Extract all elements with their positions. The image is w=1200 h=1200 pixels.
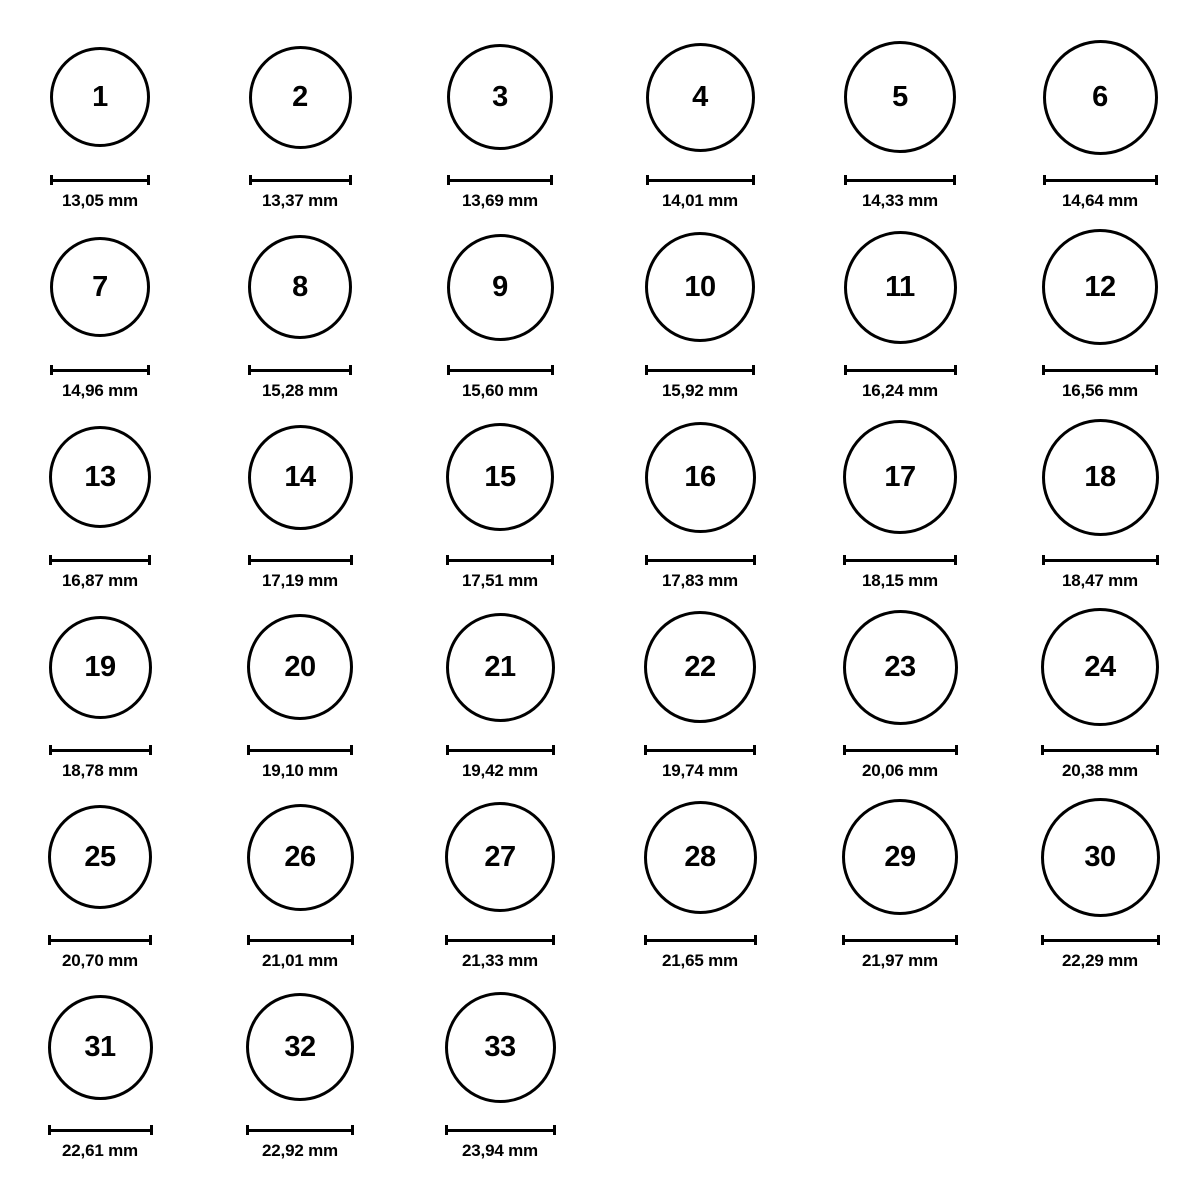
measure-line	[646, 175, 755, 185]
ring-circle-wrap	[445, 972, 556, 1122]
measure-line	[446, 555, 554, 565]
diameter-label: 18,78 mm	[62, 761, 138, 780]
diameter-measure-bar	[447, 364, 554, 376]
ring-size-number: 25	[84, 840, 116, 873]
ring-size-cell[interactable]	[605, 592, 795, 782]
diameter-measure-bar	[1042, 364, 1158, 376]
diameter-label: 17,19 mm	[262, 571, 338, 590]
ring-circle-wrap	[49, 402, 151, 552]
diameter-label: 15,60 mm	[462, 381, 538, 400]
ring-size-number: 11	[885, 270, 915, 303]
diameter-label: 21,33 mm	[462, 951, 538, 970]
ring-size-cell[interactable]	[5, 972, 195, 1162]
measure-line	[246, 1125, 354, 1135]
ring-size-cell[interactable]	[1005, 22, 1195, 212]
ring-size-number: 32	[284, 1030, 316, 1063]
ring-circle-wrap	[645, 212, 755, 362]
ring-circle-wrap	[1043, 22, 1158, 172]
ring-size-cell[interactable]	[5, 212, 195, 402]
ring-circle-wrap	[50, 22, 150, 172]
ring-size-cell[interactable]	[205, 972, 395, 1162]
ring-circle[interactable]	[644, 611, 756, 723]
ring-size-number: 1	[92, 80, 108, 113]
ring-size-number: 4	[692, 80, 708, 113]
ring-circle[interactable]	[843, 610, 958, 725]
diameter-measure-bar	[645, 364, 755, 376]
ring-circle[interactable]	[844, 41, 956, 153]
ring-size-cell[interactable]	[5, 402, 195, 592]
measure-line	[50, 175, 150, 185]
measure-line	[49, 745, 152, 755]
ring-circle-wrap	[843, 592, 958, 742]
measure-line	[844, 175, 956, 185]
ring-size-number: 2	[292, 80, 308, 113]
diameter-label: 23,94 mm	[462, 1141, 538, 1160]
diameter-measure-bar	[445, 1124, 556, 1136]
diameter-measure-bar	[50, 364, 150, 376]
measure-line	[248, 555, 353, 565]
ring-size-cell[interactable]	[205, 782, 395, 972]
measure-line	[1041, 935, 1160, 945]
measure-line	[445, 935, 555, 945]
diameter-measure-bar	[1041, 934, 1160, 946]
ring-circle[interactable]	[1041, 798, 1160, 917]
measure-line	[644, 745, 756, 755]
ring-circle[interactable]	[447, 44, 553, 150]
measure-line	[446, 745, 555, 755]
diameter-measure-bar	[247, 744, 353, 756]
diameter-label: 13,69 mm	[462, 191, 538, 210]
ring-size-number: 19	[84, 650, 116, 683]
ring-circle-wrap	[447, 212, 554, 362]
measure-line	[1043, 175, 1158, 185]
ring-circle[interactable]	[1043, 40, 1158, 155]
ring-size-cell[interactable]	[1005, 402, 1195, 592]
ring-size-number: 30	[1084, 840, 1116, 873]
measure-line	[842, 935, 958, 945]
measure-line	[247, 745, 353, 755]
diameter-measure-bar	[48, 1124, 153, 1136]
diameter-label: 16,24 mm	[862, 381, 938, 400]
ring-circle[interactable]	[247, 804, 354, 911]
measure-line	[447, 365, 554, 375]
ring-size-number: 5	[892, 80, 908, 113]
ring-circle[interactable]	[445, 992, 556, 1103]
ring-size-number: 23	[884, 650, 916, 683]
diameter-measure-bar	[248, 554, 353, 566]
ring-size-number: 6	[1092, 80, 1108, 113]
diameter-measure-bar	[843, 744, 958, 756]
ring-size-number: 24	[1084, 650, 1116, 683]
diameter-label: 20,06 mm	[862, 761, 938, 780]
ring-circle-wrap	[1042, 212, 1158, 362]
ring-circle[interactable]	[644, 801, 757, 914]
diameter-measure-bar	[843, 554, 957, 566]
ring-size-grid	[0, 22, 1200, 1162]
measure-line	[1041, 745, 1159, 755]
diameter-label: 20,70 mm	[62, 951, 138, 970]
ring-size-number: 20	[284, 650, 316, 683]
diameter-measure-bar	[1041, 744, 1159, 756]
ring-circle-wrap	[49, 592, 152, 742]
diameter-measure-bar	[1043, 174, 1158, 186]
measure-line	[249, 175, 352, 185]
measure-line	[447, 175, 553, 185]
diameter-measure-bar	[446, 554, 554, 566]
ring-size-number: 14	[284, 460, 316, 493]
ring-circle[interactable]	[247, 614, 353, 720]
diameter-label: 13,37 mm	[262, 191, 338, 210]
ring-size-cell[interactable]	[5, 22, 195, 212]
ring-size-number: 29	[884, 840, 916, 873]
measure-line	[645, 365, 755, 375]
ring-circle-wrap	[842, 782, 958, 932]
diameter-measure-bar	[48, 934, 152, 946]
diameter-measure-bar	[1042, 554, 1159, 566]
ring-size-cell[interactable]	[205, 592, 395, 782]
ring-circle[interactable]	[1042, 419, 1159, 536]
ring-size-cell[interactable]	[805, 782, 995, 972]
measure-line	[843, 555, 957, 565]
ring-size-cell[interactable]	[605, 22, 795, 212]
ring-size-cell[interactable]	[405, 592, 595, 782]
ring-size-cell[interactable]	[5, 782, 195, 972]
ring-circle-wrap	[645, 402, 756, 552]
ring-circle[interactable]	[248, 425, 353, 530]
ring-circle[interactable]	[445, 802, 555, 912]
ring-circle-wrap	[248, 402, 353, 552]
diameter-label: 17,51 mm	[462, 571, 538, 590]
diameter-label: 21,97 mm	[862, 951, 938, 970]
diameter-label: 22,29 mm	[1062, 951, 1138, 970]
measure-line	[50, 365, 150, 375]
diameter-label: 17,83 mm	[662, 571, 738, 590]
ring-size-number: 16	[684, 460, 716, 493]
diameter-label: 19,42 mm	[462, 761, 538, 780]
measure-line	[48, 935, 152, 945]
diameter-label: 15,28 mm	[262, 381, 338, 400]
diameter-label: 14,96 mm	[62, 381, 138, 400]
ring-circle[interactable]	[50, 47, 150, 147]
ring-size-cell[interactable]	[1005, 212, 1195, 402]
ring-circle[interactable]	[447, 234, 554, 341]
ring-size-number: 22	[684, 650, 716, 683]
ring-size-number: 27	[484, 840, 516, 873]
diameter-measure-bar	[247, 934, 354, 946]
ring-size-number: 12	[1084, 270, 1116, 303]
ring-circle[interactable]	[246, 993, 354, 1101]
measure-line	[1042, 365, 1158, 375]
ring-circle[interactable]	[50, 237, 150, 337]
ring-size-cell[interactable]	[805, 212, 995, 402]
diameter-measure-bar	[646, 174, 755, 186]
ring-size-number: 13	[84, 460, 116, 493]
ring-circle-wrap	[248, 212, 352, 362]
ring-size-cell[interactable]	[405, 782, 595, 972]
ring-size-number: 15	[484, 460, 516, 493]
ring-circle-wrap	[247, 592, 353, 742]
ring-circle[interactable]	[844, 231, 957, 344]
diameter-label: 19,10 mm	[262, 761, 338, 780]
ring-size-cell[interactable]	[405, 212, 595, 402]
ring-size-number: 28	[684, 840, 716, 873]
ring-size-number: 18	[1084, 460, 1116, 493]
ring-circle[interactable]	[842, 799, 958, 915]
diameter-measure-bar	[644, 934, 757, 946]
measure-line	[445, 1125, 556, 1135]
ring-circle-wrap	[247, 782, 354, 932]
diameter-measure-bar	[844, 364, 957, 376]
ring-circle-wrap	[844, 212, 957, 362]
diameter-measure-bar	[842, 934, 958, 946]
diameter-label: 13,05 mm	[62, 191, 138, 210]
ring-circle-wrap	[644, 592, 756, 742]
diameter-label: 21,65 mm	[662, 951, 738, 970]
ring-size-number: 31	[84, 1030, 116, 1063]
ring-size-cell[interactable]	[205, 22, 395, 212]
ring-circle[interactable]	[645, 232, 755, 342]
ring-size-cell[interactable]	[605, 402, 795, 592]
ring-circle-wrap	[50, 212, 150, 362]
ring-size-cell[interactable]	[405, 402, 595, 592]
measure-line	[48, 1125, 153, 1135]
measure-line	[644, 935, 757, 945]
diameter-label: 18,15 mm	[862, 571, 938, 590]
ring-circle-wrap	[446, 592, 555, 742]
ring-circle[interactable]	[1041, 608, 1159, 726]
ring-circle[interactable]	[645, 422, 756, 533]
diameter-measure-bar	[246, 1124, 354, 1136]
diameter-label: 14,64 mm	[1062, 191, 1138, 210]
ring-circle[interactable]	[48, 805, 152, 909]
ring-size-cell[interactable]	[205, 402, 395, 592]
ring-circle-wrap	[844, 22, 956, 172]
ring-size-cell[interactable]	[405, 22, 595, 212]
diameter-measure-bar	[644, 744, 756, 756]
diameter-label: 21,01 mm	[262, 951, 338, 970]
diameter-label: 22,92 mm	[262, 1141, 338, 1160]
ring-size-cell[interactable]	[805, 592, 995, 782]
ring-size-cell[interactable]	[1005, 592, 1195, 782]
ring-circle-wrap	[447, 22, 553, 172]
ring-circle-wrap	[48, 972, 153, 1122]
measure-line	[248, 365, 352, 375]
measure-line	[1042, 555, 1159, 565]
diameter-label: 15,92 mm	[662, 381, 738, 400]
ring-size-number: 26	[284, 840, 316, 873]
diameter-label: 22,61 mm	[62, 1141, 138, 1160]
ring-size-number: 17	[884, 460, 916, 493]
ring-size-cell[interactable]	[205, 212, 395, 402]
diameter-label: 14,33 mm	[862, 191, 938, 210]
measure-line	[247, 935, 354, 945]
diameter-label: 16,56 mm	[1062, 381, 1138, 400]
diameter-measure-bar	[50, 174, 150, 186]
measure-line	[645, 555, 756, 565]
ring-size-cell[interactable]	[5, 592, 195, 782]
ring-circle-wrap	[1041, 592, 1159, 742]
diameter-measure-bar	[844, 174, 956, 186]
ring-circle-wrap	[249, 22, 352, 172]
diameter-label: 18,47 mm	[1062, 571, 1138, 590]
ring-circle-wrap	[644, 782, 757, 932]
ring-size-number: 21	[484, 650, 516, 683]
ring-circle[interactable]	[446, 423, 554, 531]
ring-circle[interactable]	[646, 43, 755, 152]
ring-circle-wrap	[246, 972, 354, 1122]
diameter-measure-bar	[248, 364, 352, 376]
ring-size-number: 33	[484, 1030, 516, 1063]
ring-size-cell[interactable]	[405, 972, 595, 1162]
ring-size-number: 10	[684, 270, 716, 303]
ring-circle-wrap	[445, 782, 555, 932]
ring-circle[interactable]	[48, 995, 153, 1100]
diameter-measure-bar	[645, 554, 756, 566]
ring-circle-wrap	[1042, 402, 1159, 552]
ring-size-cell[interactable]	[605, 212, 795, 402]
measure-line	[843, 745, 958, 755]
diameter-measure-bar	[249, 174, 352, 186]
ring-size-cell[interactable]	[1005, 782, 1195, 972]
ring-circle[interactable]	[49, 426, 151, 528]
ring-circle[interactable]	[446, 613, 555, 722]
diameter-measure-bar	[446, 744, 555, 756]
diameter-label: 14,01 mm	[662, 191, 738, 210]
ring-circle[interactable]	[843, 420, 957, 534]
ring-circle-wrap	[446, 402, 554, 552]
ring-size-number: 8	[292, 270, 308, 303]
ring-circle[interactable]	[249, 46, 352, 149]
measure-line	[49, 555, 151, 565]
diameter-measure-bar	[447, 174, 553, 186]
ring-circle-wrap	[1041, 782, 1160, 932]
ring-size-cell[interactable]	[805, 22, 995, 212]
ring-size-number: 9	[492, 270, 508, 303]
diameter-measure-bar	[445, 934, 555, 946]
ring-size-number: 3	[492, 80, 508, 113]
ring-circle[interactable]	[1042, 229, 1158, 345]
ring-circle-wrap	[646, 22, 755, 172]
ring-circle[interactable]	[248, 235, 352, 339]
ring-size-number: 7	[92, 270, 108, 303]
ring-size-cell[interactable]	[805, 402, 995, 592]
ring-circle[interactable]	[49, 616, 152, 719]
diameter-measure-bar	[49, 554, 151, 566]
diameter-label: 19,74 mm	[662, 761, 738, 780]
ring-size-cell[interactable]	[605, 782, 795, 972]
diameter-measure-bar	[49, 744, 152, 756]
diameter-label: 16,87 mm	[62, 571, 138, 590]
diameter-label: 20,38 mm	[1062, 761, 1138, 780]
ring-circle-wrap	[843, 402, 957, 552]
measure-line	[844, 365, 957, 375]
ring-circle-wrap	[48, 782, 152, 932]
